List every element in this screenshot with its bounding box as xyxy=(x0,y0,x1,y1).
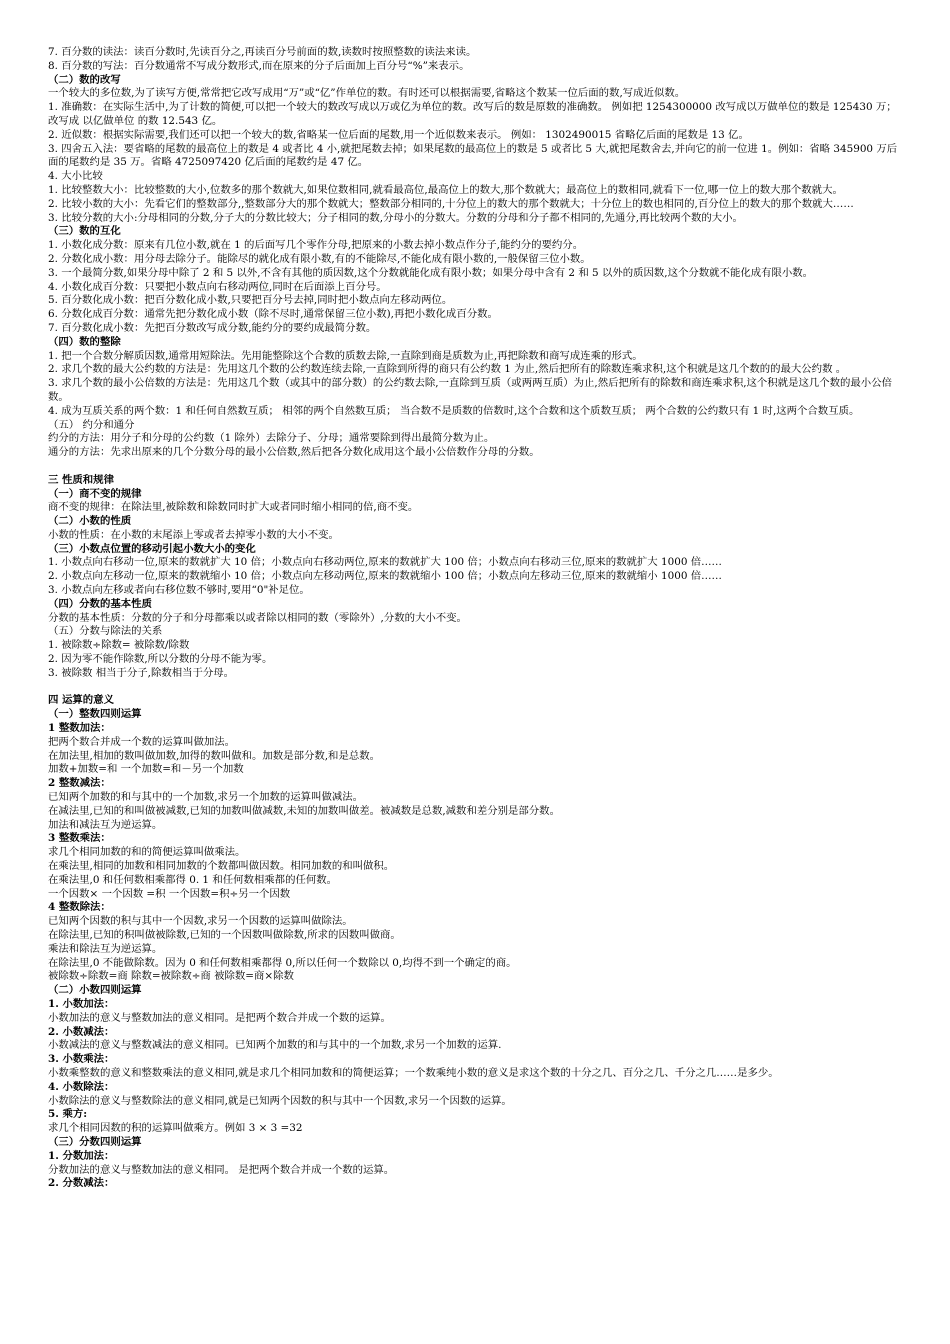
section-heading: 1. 小数加法： xyxy=(48,997,115,1010)
text-line: 3. 四舍五入法：要省略的尾数的最高位上的数是 4 或者比 4 小,就把尾数去掉；如果尾数的最高位上的数是 5 或者比 5 大,就把尾数舍去,并向它的前一位进 1。例如：省略 345900 万后面的尾数约是 35 万。省略 4725097420 亿后面的尾数约是 47 亿。 xyxy=(48,142,898,169)
text-line: 8. 百分数的写法：百分数通常不写成分数形式,而在原来的分子后面加上百分号“%”来表示。 xyxy=(48,59,470,72)
text-line: 1. 小数点向右移动一位,原来的数就扩大 10 倍；小数点向右移动两位,原来的数就扩大 100 倍；小数点向右移动三位,原来的数就扩大 1000 倍…… xyxy=(48,556,722,569)
section-heading: 2. 分数减法： xyxy=(48,1177,115,1190)
text-line: 1. 被除数÷除数= 被除数/除数 xyxy=(48,639,190,652)
text-line: 3. 小数点向左移或者向右移位数不够时,要用“0"补足位。 xyxy=(48,584,310,597)
text-line: 小数减法的意义与整数减法的意义相同。已知两个加数的和与其中的一个加数,求另一个加数的运算. xyxy=(48,1039,502,1052)
section-heading: （三）小数点位置的移动引起小数大小的变化 xyxy=(48,542,256,555)
text-line: 求几个相同加数的和的简便运算叫做乘法。 xyxy=(48,846,246,859)
section-heading: 3 整数乘法： xyxy=(48,832,111,845)
text-line: 求几个相同因数的积的运算叫做乘方。例如 3 × 3 =32 xyxy=(48,1122,303,1135)
text-line: 分数加法的意义与整数加法的意义相同。 是把两个数合并成一个数的运算。 xyxy=(48,1163,395,1176)
text-line: 1. 准确数：在实际生活中,为了计数的简便,可以把一个较大的数改写成以万或亿为单位的数。改写后的数是原数的准确数。 例如把 1254300000 改写成以万做单位的数是 125430 万；改写成 以亿做单位 的数 12.543 亿。 xyxy=(48,101,897,127)
blank-line xyxy=(48,681,902,695)
section-heading: （一）商不变的规律 xyxy=(48,487,142,500)
text-line: 在减法里,已知的和叫做被减数,已知的加数叫做减数,未知的加数叫做差。被减数是总数,减数和差分别是部分数。 xyxy=(48,804,560,817)
text-line: 2. 近似数：根据实际需要,我们还可以把一个较大的数,省略某一位后面的尾数,用一个近似数来表示。 例如： 1302490015 省略亿后面的尾数是 13 亿。 xyxy=(48,128,749,141)
text-line: 3. 被除数 相当于分子,除数相当于分母。 xyxy=(48,666,235,679)
text-line: 小数加法的意义与整数加法的意义相同。是把两个数合并成一个数的运算。 xyxy=(48,1011,391,1024)
text-line: 小数乘整数的意义和整数乘法的意义相同,就是求几个相同加数和的简便运算；一个数乘纯小数的意义是求这个数的十分之几、百分之几、千分之几……是多少。 xyxy=(48,1066,779,1079)
text-line: 一个因数× 一个因数 =积 一个因数=积÷另一个因数 xyxy=(48,887,291,900)
text-line: 在乘法里,0 和任何数相乘都得 0. 1 和任何数相乘都的任何数。 xyxy=(48,873,338,886)
section-heading: 4. 小数除法： xyxy=(48,1080,115,1093)
text-line: 加数+加数=和 一个加数=和－另一个加数 xyxy=(48,763,244,776)
section-heading: （三）数的互化 xyxy=(48,225,121,238)
section-heading: （三）分数四则运算 xyxy=(48,1135,142,1148)
text-line: 通分的方法：先求出原来的几个分数分母的最小公倍数,然后把各分数化成用这个最小公倍数作分母的分数。 xyxy=(48,446,540,459)
section-heading: 2. 小数减法： xyxy=(48,1025,115,1038)
section-heading: （二）小数四则运算 xyxy=(48,984,142,997)
text-line: 2. 小数点向左移动一位,原来的数就缩小 10 倍；小数点向左移动两位,原来的数就缩小 100 倍；小数点向左移动三位,原来的数就缩小 1000 倍…… xyxy=(48,570,722,583)
text-line: 一个较大的多位数,为了读写方便,常常把它改写成用“万”或“亿”作单位的数。有时还可以根据需要,省略这个数某一位后面的数,写成近似数。 xyxy=(48,87,686,100)
text-line: 乘法和除法互为逆运算。 xyxy=(48,942,163,955)
text-line: 6. 分数化成百分数：通常先把分数化成小数（除不尽时,通常保留三位小数),再把小数化成百分数。 xyxy=(48,308,498,321)
text-line: 小数的性质：在小数的末尾添上零或者去掉零小数的大小不变。 xyxy=(48,528,339,541)
text-line: （五）分数与除法的关系 xyxy=(48,625,163,638)
text-line: 3. 求几个数的最小公倍数的方法是：先用这几个数（或其中的部分数）的公约数去除,一直除到互质（或两两互质）为止,然后把所有的除数和商连乘求积,这个积就是这几个数的最小公倍数。 xyxy=(48,377,892,403)
text-line: 3. 比较分数的大小:分母相同的分数,分子大的分数比较大；分子相同的数,分母小的分数大。分数的分母和分子都不相同的,先通分,再比较两个数的大小。 xyxy=(48,211,743,224)
text-line: 被除数÷除数=商 除数=被除数÷商 被除数=商×除数 xyxy=(48,970,294,983)
text-line: 在除法里,已知的积叫做被除数,已知的一个因数叫做除数,所求的因数叫做商。 xyxy=(48,929,401,941)
text-line: 约分的方法：用分子和分母的公约数（1 除外）去除分子、分母；通常要除到得出最简分数为止。 xyxy=(48,432,495,445)
text-line: 4. 大小比较 xyxy=(48,170,103,183)
text-line: 4. 成为互质关系的两个数：1 和任何自然数互质； 相邻的两个自然数互质； 当合数不是质数的倍数时,这个合数和这个质数互质； 两个合数的公约数只有 1 时,这两个合数互质。 xyxy=(48,404,860,417)
text-line: 在乘法里,相同的加数和相同加数的个数都叫做因数。相同加数的和叫做积。 xyxy=(48,860,395,873)
text-line: 在加法里,相加的数叫做加数,加得的数叫做和。加数是部分数,和是总数。 xyxy=(48,749,381,762)
text-line: 已知两个因数的积与其中一个因数,求另一个因数的运算叫做除法。 xyxy=(48,915,353,928)
text-line: 3. 一个最简分数,如果分母中除了 2 和 5 以外,不含有其他的质因数,这个分数就能化成有限小数；如果分母中含有 2 和 5 以外的质因数,这个分数就不能化成有限小数。 xyxy=(48,266,814,279)
text-line: 分数的基本性质：分数的分子和分母都乘以或者除以相同的数（零除外）,分数的大小不变。 xyxy=(48,611,467,624)
section-heading: （一）整数四则运算 xyxy=(48,708,142,721)
section-heading: 5. 乘方: xyxy=(48,1108,88,1121)
text-line: 2. 求几个数的最大公约数的方法是：先用这几个数的公约数连续去除,一直除到所得的商只有公约数 1 为止,然后把所有的除数连乘求积,这个积就是这几个数的的最大公约数 。 xyxy=(48,363,847,376)
section-heading: （二）小数的性质 xyxy=(48,515,132,528)
text-line: （五） 约分和通分 xyxy=(48,418,135,431)
text-line: 商不变的规律：在除法里,被除数和除数同时扩大或者同时缩小相同的倍,商不变。 xyxy=(48,501,419,514)
text-line: 2. 比较小数的大小：先看它们的整数部分,,整数部分大的那个数就大；整数部分相同的,十分位上的数大的那个数就大；十分位上的数也相同的,百分位上的数大的那个数就大…… xyxy=(48,197,854,210)
text-line: 1. 小数化成分数：原来有几位小数,就在 1 的后面写几个零作分母,把原来的小数去掉小数点作分子,能约分的要约分。 xyxy=(48,239,584,252)
text-line: 7. 百分数的读法：读百分数时,先读百分之,再读百分号前面的数,读数时按照整数的读法来读。 xyxy=(48,46,477,58)
section-heading: （四）分数的基本性质 xyxy=(48,597,152,610)
section-heading: （二）数的改写 xyxy=(48,73,121,86)
blank-line xyxy=(48,460,902,474)
text-line: 1. 比较整数大小：比较整数的大小,位数多的那个数就大,如果位数相同,就看最高位,最高位上的数大,那个数就大；最高位上的数相同,就看下一位,哪一位上的数大那个数就大。 xyxy=(48,183,843,196)
section-heading: 4 整数除法： xyxy=(48,901,111,914)
text-line: 在除法里,0 不能做除数。因为 0 和任何数相乘都得 0,所以任何一个数除以 0,均得不到一个确定的商。 xyxy=(48,956,517,969)
section-heading: （四）数的整除 xyxy=(48,335,121,348)
text-line: 小数除法的意义与整数除法的意义相同,就是已知两个因数的积与其中一个因数,求另一个因数的运算。 xyxy=(48,1094,512,1107)
text-line: 加法和减法互为逆运算。 xyxy=(48,818,163,831)
section-heading: 1 整数加法： xyxy=(48,722,111,735)
text-line: 1. 把一个合数分解质因数,通常用短除法。先用能整除这个合数的质数去除,一直除到商是质数为止,再把除数和商写成连乘的形式。 xyxy=(48,349,643,362)
section-heading: 三 性质和规律 xyxy=(48,473,114,486)
section-heading: 1. 分数加法： xyxy=(48,1149,115,1162)
text-line: 2. 因为零不能作除数,所以分数的分母不能为零。 xyxy=(48,653,273,666)
section-heading: 2 整数减法： xyxy=(48,777,111,790)
text-line: 已知两个加数的和与其中的一个加数,求另一个加数的运算叫做减法。 xyxy=(48,791,364,804)
section-heading: 3. 小数乘法： xyxy=(48,1053,115,1066)
text-line: 7. 百分数化成小数：先把百分数改写成分数,能约分的要约成最简分数。 xyxy=(48,321,377,334)
text-line: 把两个数合并成一个数的运算叫做加法。 xyxy=(48,735,236,748)
text-line: 5. 百分数化成小数：把百分数化成小数,只要把百分号去掉,同时把小数点向左移动两位。 xyxy=(48,294,453,307)
text-line: 2. 分数化成小数：用分母去除分子。能除尽的就化成有限小数,有的不能除尽,不能化成有限小数的,一般保留三位小数。 xyxy=(48,252,591,265)
section-heading: 四 运算的意义 xyxy=(48,694,114,707)
text-line: 4. 小数化成百分数：只要把小数点向右移动两位,同时在后面添上百分号。 xyxy=(48,280,387,293)
